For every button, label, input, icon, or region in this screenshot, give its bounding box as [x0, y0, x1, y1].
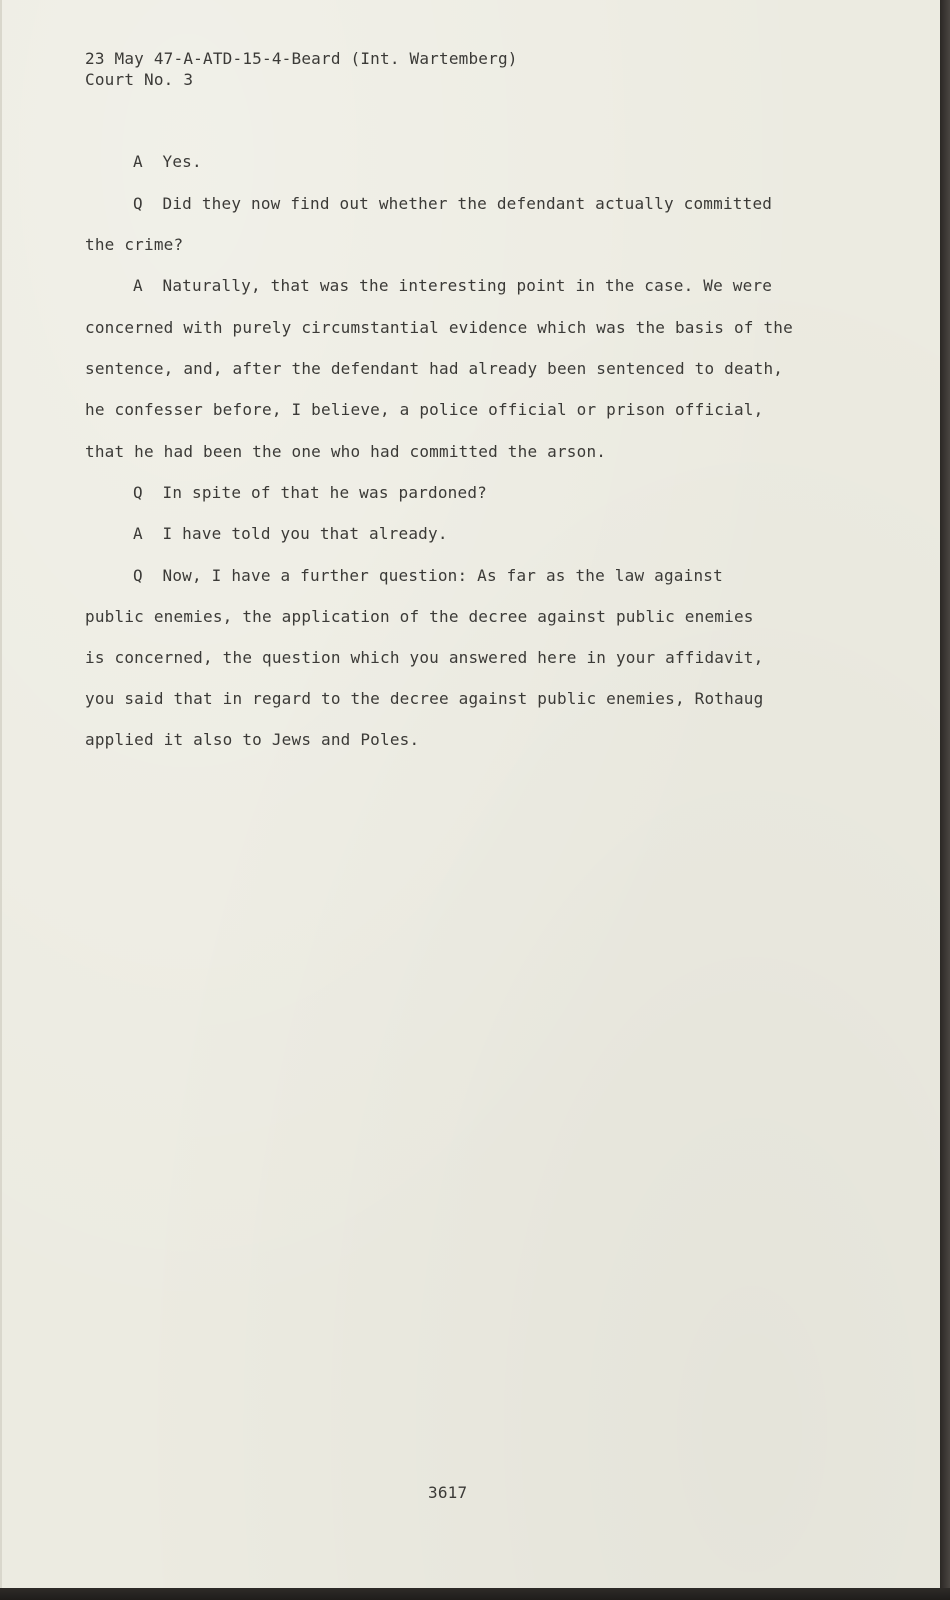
answer-line-continued: that he had been the one who had committed the arson. — [85, 442, 607, 461]
question-line-continued: applied it also to Jews and Poles. — [85, 730, 420, 749]
page-edge-shadow — [940, 0, 950, 1600]
answer-line-continued: he confesser before, I believe, a police official or prison official, — [85, 400, 764, 419]
question-line-continued: is concerned, the question which you answered here in your affidavit, — [85, 648, 764, 667]
question-line-continued: public enemies, the application of the decree against public enemies — [85, 607, 754, 626]
question-line-continued: you said that in regard to the decree against public enemies, Rothaug — [85, 689, 764, 708]
answer-line: A Yes. — [133, 152, 202, 171]
answer-line-continued: concerned with purely circumstantial evidence which was the basis of the — [85, 318, 793, 337]
question-line: Q In spite of that he was pardoned? — [133, 483, 487, 502]
header-reference: 23 May 47-A-ATD-15-4-Beard (Int. Wartemberg) — [85, 49, 518, 68]
question-line: Q Did they now find out whether the defendant actually committed — [133, 194, 773, 213]
answer-line: A Naturally, that was the interesting point in the case. We were — [133, 276, 773, 295]
question-line-continued: the crime? — [85, 235, 184, 254]
court-number: Court No. 3 — [85, 70, 194, 89]
answer-line: A I have told you that already. — [133, 524, 448, 543]
page-number: 3617 — [428, 1483, 468, 1502]
page-bottom-edge — [0, 1588, 950, 1600]
answer-line-continued: sentence, and, after the defendant had already been sentenced to death, — [85, 359, 784, 378]
question-line: Q Now, I have a further question: As far as the law against — [133, 566, 723, 585]
